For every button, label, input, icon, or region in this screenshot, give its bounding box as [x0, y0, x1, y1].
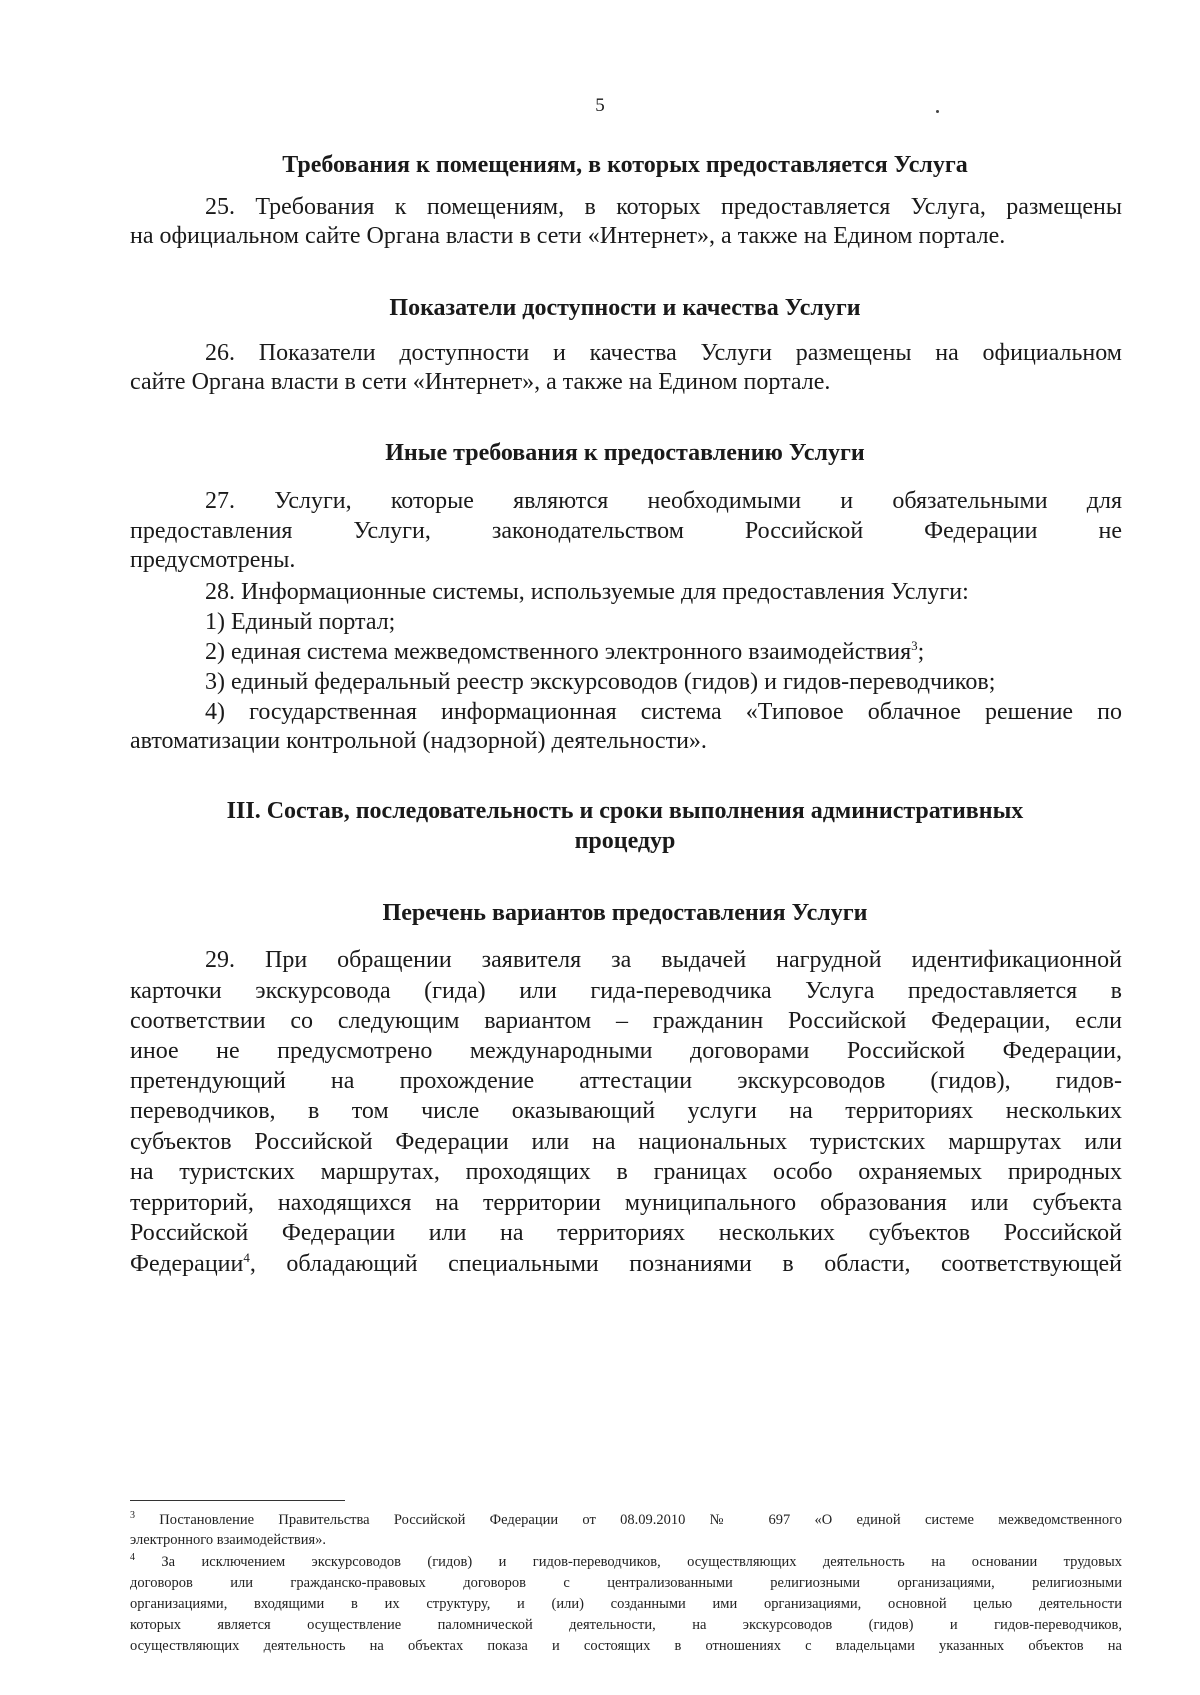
- section-heading-premises: Требования к помещениям, в которых предоставляется Услуга: [282, 152, 968, 178]
- footnote-divider: [130, 1500, 345, 1501]
- footnote-3-line-2: электронного взаимодействия».: [130, 1532, 327, 1548]
- paragraph-25-line-1: 25. Требования к помещениям, в которых предоставляется Услуга, размещены: [205, 194, 1122, 220]
- footnote-4-line-1: $^4$ За исключением экскурсоводов (гидов) и гидов-переводчиков, осуществляющих деятельность на основании трудовых: [130, 1552, 1122, 1570]
- paragraph-28-item-1: 1) Единый портал;: [205, 609, 396, 635]
- section-heading-other-requirements: Иные требования к предоставлению Услуги: [385, 440, 865, 466]
- paragraph-28-item-4-line-1: 4) государственная информационная система «Типовое облачное решение по: [205, 699, 1122, 725]
- section-heading-variants: Перечень вариантов предоставления Услуги: [382, 900, 868, 926]
- chapter-heading-line-2: процедур: [574, 828, 676, 854]
- paragraph-29-line-10: Российской Федерации или на территориях нескольких субъектов Российской: [130, 1220, 1122, 1246]
- scan-speck: [936, 110, 939, 113]
- paragraph-29-line-6: переводчиков, в том числе оказывающий услуги на территориях нескольких: [130, 1098, 1122, 1124]
- paragraph-28-item-3: 3) единый федеральный реестр экскурсоводов (гидов) и гидов-переводчиков;: [205, 669, 996, 695]
- page-number: 5: [595, 95, 605, 116]
- paragraph-27-line-1: 27. Услуги, которые являются необходимыми и обязательными для: [205, 488, 1122, 514]
- paragraph-28-item-4-line-2: автоматизации контрольной (надзорной) деятельности».: [130, 728, 707, 754]
- footnote-ref-3: 3: [911, 638, 918, 653]
- footnote-ref-4: 4: [243, 1250, 250, 1265]
- chapter-heading-line-1: III. Состав, последовательность и сроки выполнения административных: [226, 798, 1024, 824]
- paragraph-29-line-8: на туристских маршрутах, проходящих в границах особо охраняемых природных: [130, 1159, 1122, 1185]
- paragraph-29-line-9: территорий, находящихся на территории муниципального образования или субъекта: [130, 1190, 1122, 1216]
- paragraph-28-item-2: 2) единая система межведомственного электронного взаимодействия$^3$;: [205, 638, 925, 665]
- paragraph-29-line-3: соответствии со следующим вариантом – гражданин Российской Федерации, если: [130, 1008, 1122, 1034]
- paragraph-29-line-7: субъектов Российской Федерации или на национальных туристских маршрутах или: [130, 1129, 1122, 1155]
- section-heading-quality: Показатели доступности и качества Услуги: [389, 295, 861, 321]
- paragraph-29-line-1: 29. При обращении заявителя за выдачей нагрудной идентификационной: [205, 947, 1122, 973]
- footnote-3-line-1: $^3$ Постановление Правительства Российской Федерации от 08.09.2010 № 697 «О единой системе межведомственного: [130, 1510, 1122, 1528]
- paragraph-29-line-4: иное не предусмотрено международными договорами Российской Федерации,: [130, 1038, 1122, 1064]
- paragraph-29-line-5: претендующий на прохождение аттестации экскурсоводов (гидов), гидов-: [130, 1068, 1122, 1094]
- paragraph-29-line-11: Федерации$^4$, обладающий специальными познаниями в области, соответствующей: [130, 1250, 1122, 1277]
- footnote-4-line-2: договоров или гражданско-правовых договоров с централизованными религиозными организациями, религиозными: [130, 1575, 1122, 1591]
- paragraph-29-line-2: карточки экскурсовода (гида) или гида-переводчика Услуга предоставляется в: [130, 978, 1122, 1004]
- footnote-4-line-5: осуществляющих деятельность на объектах показа и состоящих в отношениях с владельцами указанных объектов на: [130, 1638, 1122, 1654]
- paragraph-27-line-3: предусмотрены.: [130, 547, 296, 573]
- paragraph-27-line-2: предоставления Услуги, законодательством Российской Федерации не: [130, 518, 1122, 544]
- footnote-4-line-3: организациями, входящими в их структуру, и (или) созданными ими организациями, основной целью деятельности: [130, 1596, 1122, 1612]
- paragraph-26-line-2: сайте Органа власти в сети «Интернет», а также на Едином портале.: [130, 369, 831, 395]
- paragraph-28-intro: 28. Информационные системы, используемые для предоставления Услуги:: [205, 579, 969, 605]
- paragraph-25-line-2: на официальном сайте Органа власти в сети «Интернет», а также на Едином портале.: [130, 223, 1006, 249]
- footnote-4-line-4: которых является осуществление паломнической деятельности, на экскурсоводов (гидов) и гидов-переводчиков,: [130, 1617, 1122, 1633]
- paragraph-26-line-1: 26. Показатели доступности и качества Услуги размещены на официальном: [205, 340, 1122, 366]
